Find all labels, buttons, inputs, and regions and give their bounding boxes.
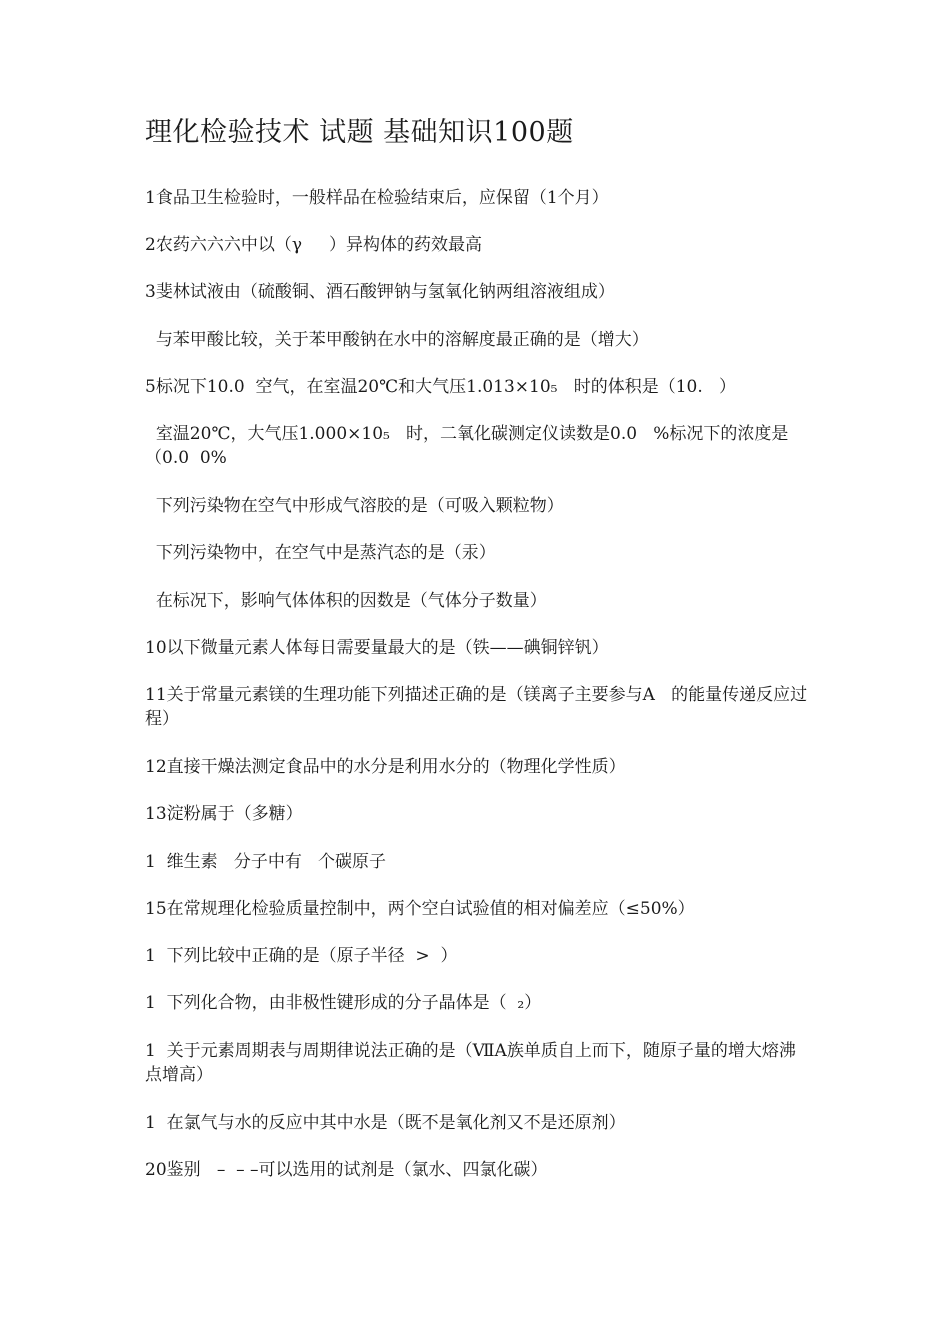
question-item: 1 在氯气与水的反应中其中水是（既不是氧化剂又不是还原剂） [145, 1113, 626, 1133]
question-item: 1 关于元素周期表与周期律说法正确的是（ⅦA族单质自上而下，随原子量的增大熔沸点增高） [145, 1041, 796, 1085]
question-item: 11关于常量元素镁的生理功能下列描述正确的是（镁离子主要参与A 的能量传递反应过程） [145, 685, 808, 729]
question-item: 3斐林试液由（硫酸铜、酒石酸钾钠与氢氧化钠两组溶液组成） [145, 282, 615, 302]
question-item: 下列污染物在空气中形成气溶胶的是（可吸入颗粒物） [145, 496, 564, 516]
question-item: 12直接干燥法测定食品中的水分是利用水分的（物理化学性质） [145, 757, 626, 777]
question-item: 1 维生素 分子中有 个碳原子 [145, 852, 387, 872]
question-item: 下列污染物中，在空气中是蒸汽态的是（汞） [145, 543, 496, 563]
page-title: 理化检验技术 试题 基础知识100题 [145, 117, 574, 148]
question-item: 10以下微量元素人体每日需要量最大的是（铁——碘铜锌钒） [145, 638, 609, 658]
question-item: 室温20℃，大气压1.000×10₅ 时，二氧化碳测定仪读数是0.0 %标况下的浓度是（0.0 0% [145, 424, 789, 468]
question-item: 5标况下10.0 空气，在室温20℃和大气压1.013×10₅ 时的体积是（10. ） [145, 377, 736, 397]
question-item: 与苯甲酸比较，关于苯甲酸钠在水中的溶解度最正确的是（增大） [145, 330, 649, 350]
question-item: 在标况下，影响气体体积的因数是（气体分子数量） [145, 591, 547, 611]
question-item: 1 下列比较中正确的是（原子半径 > ） [145, 946, 458, 966]
question-item: 1食品卫生检验时，一般样品在检验结束后，应保留（1个月） [145, 188, 609, 208]
question-item: 15在常规理化检验质量控制中，两个空白试验值的相对偏差应（≤50%） [145, 899, 695, 919]
question-item: 1 下列化合物，由非极性键形成的分子晶体是（ ₂） [145, 993, 542, 1013]
question-item: 2农药六六六中以（γ ）异构体的药效最高 [145, 235, 482, 255]
question-item: 13淀粉属于（多糖） [145, 804, 303, 824]
question-item: 20鉴别 – – –可以选用的试剂是（氯水、四氯化碳） [145, 1160, 548, 1180]
